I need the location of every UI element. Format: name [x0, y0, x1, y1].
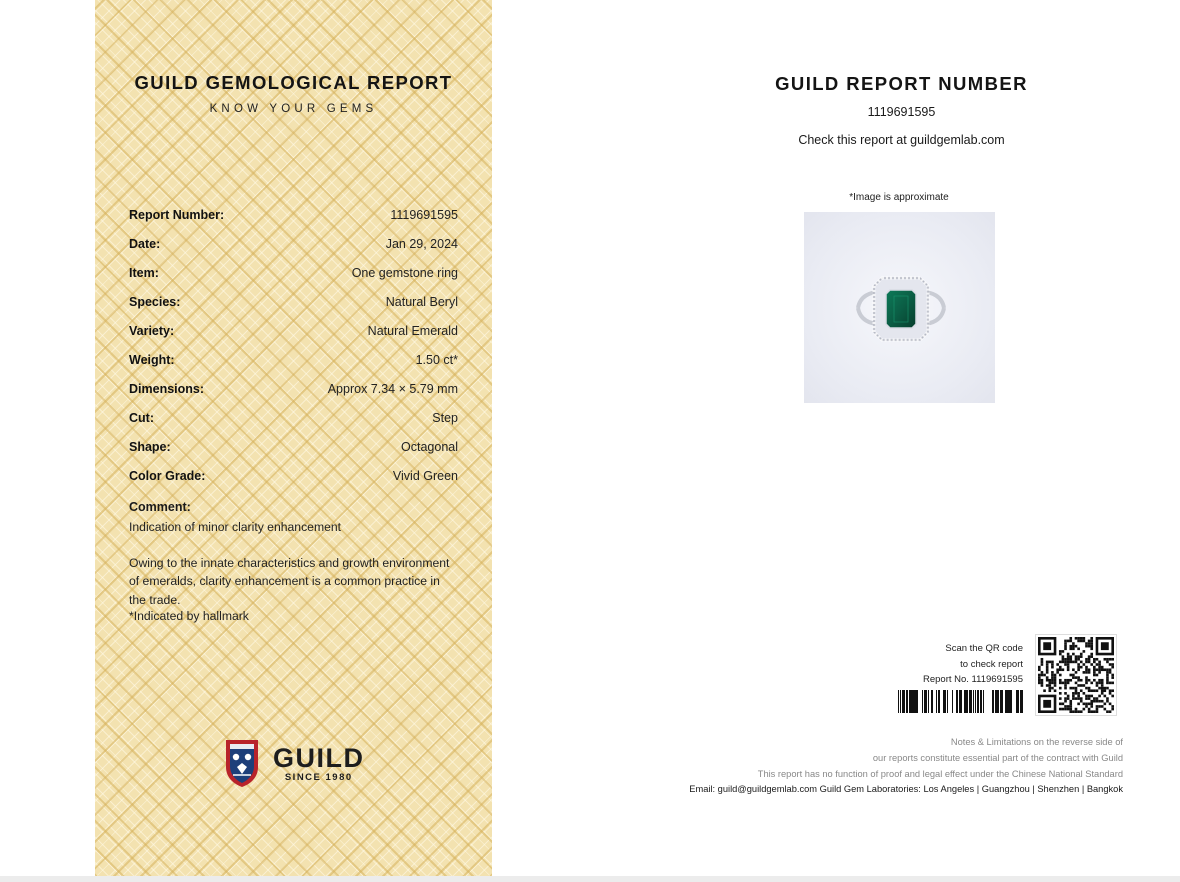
footer-line: Notes & Limitations on the reverse side of: [950, 737, 1123, 747]
field-label: Species:: [129, 295, 181, 309]
page-bottom-edge: [0, 876, 1180, 882]
qr-code[interactable]: [1035, 634, 1117, 716]
qr-code-icon: [1036, 635, 1116, 715]
field-value: Vivid Green: [392, 469, 458, 483]
report-title: GUILD GEMOLOGICAL REPORT: [134, 72, 453, 93]
scan-line: Scan the QR code: [945, 643, 1023, 654]
guild-logo: [223, 737, 365, 789]
report-number-title: GUILD REPORT NUMBER: [775, 73, 1028, 94]
field-dimensions: [129, 382, 458, 411]
field-weight: [129, 353, 458, 382]
ring-photo: [804, 212, 995, 403]
field-label: Weight:: [129, 353, 175, 367]
footer-contact: Email: guild@guildgemlab.com Guild Gem Laboratories: Los Angeles | Guangzhou | Shenzhen | Bangkok: [689, 784, 1123, 795]
footer-line: This report has no function of proof and legal effect under the Chinese National Standard: [757, 768, 1123, 779]
field-label: Variety:: [129, 324, 175, 338]
field-item: [129, 266, 458, 295]
field-date: [129, 237, 458, 266]
barcode: [898, 690, 1024, 713]
emerald-ring-image: [804, 212, 995, 403]
field-cut: [129, 411, 458, 440]
logo-since: SINCE 1980: [284, 771, 353, 783]
field-value: Natural Emerald: [367, 324, 458, 338]
field-label: Item:: [129, 266, 159, 280]
comment-text: Indication of minor clarity enhancement: [129, 520, 342, 534]
field-value: Natural Beryl: [385, 295, 458, 309]
field-value: Step: [432, 411, 458, 425]
enhancement-note: Owing to the innate characteristics and growth environment of emeralds, clarity enhancement is a common practice in the trade.: [129, 556, 450, 607]
field-label: Report Number:: [129, 208, 225, 222]
field-label: Dimensions:: [129, 382, 205, 396]
field-label: Shape:: [129, 440, 171, 454]
field-variety: [129, 324, 458, 353]
report-tagline: KNOW YOUR GEMS: [209, 103, 378, 115]
field-label: Cut:: [129, 411, 154, 425]
footer-line: our reports constitute essential part of the contract with Guild: [872, 752, 1123, 763]
report-card: [95, 0, 492, 876]
field-shape: [129, 440, 458, 469]
field-value: 1119691595: [390, 208, 458, 222]
field-value: 1.50 ct*: [415, 353, 458, 367]
report-number-value: 1119691595: [867, 105, 936, 119]
hallmark-note: *Indicated by hallmark: [129, 609, 249, 623]
shield-crest-icon: [223, 737, 261, 789]
field-value: One gemstone ring: [351, 266, 458, 280]
logo-name: GUILD: [273, 742, 365, 773]
verify-link-text[interactable]: Check this report at guildgemlab.com: [798, 133, 1005, 147]
field-report-number: [129, 208, 458, 237]
field-value: Octagonal: [401, 440, 458, 454]
field-label: Date:: [129, 237, 161, 251]
field-value: Jan 29, 2024: [385, 237, 458, 251]
scan-instructions: [880, 641, 1023, 688]
comment-label: Comment:: [129, 500, 191, 514]
scan-report-no: Report No. 1119691595: [922, 674, 1023, 685]
field-value: Approx 7.34 × 5.79 mm: [327, 382, 458, 396]
field-label: Color Grade:: [129, 469, 206, 483]
scan-line: to check report: [960, 658, 1023, 670]
field-color-grade: [129, 469, 458, 498]
image-approx-note: *Image is approximate: [849, 192, 949, 203]
report-fields: [129, 208, 458, 498]
report-footer: [689, 735, 1123, 798]
field-species: [129, 295, 458, 324]
logo-wordmark: [273, 744, 365, 783]
